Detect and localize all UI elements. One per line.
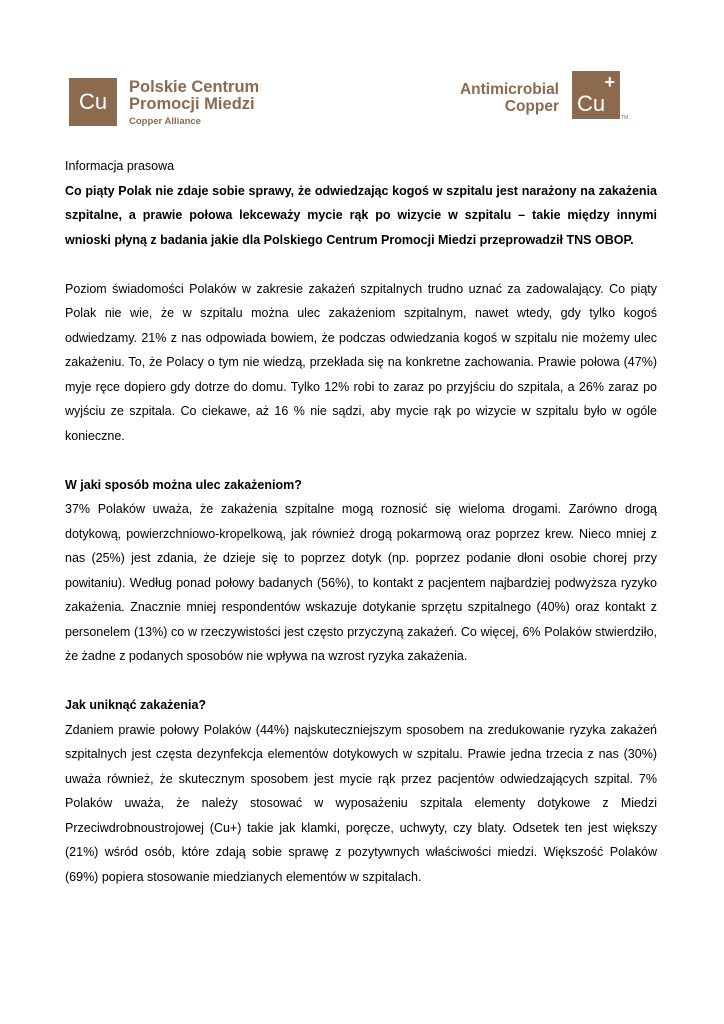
am-logo-line1: Antimicrobial [459,81,559,98]
paragraph-awareness: Poziom świadomości Polaków w zakresie zakażeń szpitalnych trudno uznać za zadowalający. Co piąty Polak nie wie, że w szpitalu można ulec zakażeniom szpitalnym, nawet wtedy, gdy tylko kogoś odwiedzamy. 21% z nas odpowiada bowiem, że podczas odwiedzania kogoś w szpitalu nie możemy ulec zakażeniu. To, że Polacy o tym nie wiedzą, przekłada się na konkretne zachowania. Prawie połowa (47%) myje ręce dopiero gdy dotrze do domu. Tylko 12% robi to zaraz po przyjściu do szpitala, a 26% zaraz po wyjściu ze szpitala. Co ciekawe, aż 16 % nie sądzi, aby mycie rąk po wizycie w szpitalu było w ogóle konieczne. [65,281,657,443]
am-logo-line2: Copper [504,98,559,115]
cu-plus-logo-mark [572,71,620,119]
spacer [65,669,657,694]
press-release-body [65,154,657,889]
cu-logo-mark: Cu [69,78,117,126]
plus-icon: + [604,72,615,92]
spacer [65,252,657,277]
document-label: Informacja prasowa [65,159,175,173]
cu-plus-symbol: Cu [577,91,606,116]
section-heading-prevention: Jak uniknąć zakażenia? [65,698,207,712]
logo-name-line1: Polskie Centrum [129,78,260,96]
lead-paragraph: Co piąty Polak nie zdaje sobie sprawy, że odwiedzając kogoś w szpitalu jest narażony na zakażenia szpitalne, a prawie połowa lekceważy mycie rąk po wizycie w szpitalu – takie między innymi wnioski płyną z badania jakie dla Polskiego Centrum Promocji Miedzi przeprowadził TNS OBOP. [65,183,657,247]
logo-subtitle: Copper Alliance [129,116,201,127]
pcpm-logo [69,78,269,130]
logo-name-line2: Promocji Miedzi [129,95,255,113]
section-heading-infection-routes: W jaki sposób można ulec zakażeniom? [65,477,302,492]
trademark-mark: TM [621,115,629,121]
paragraph-prevention: Zdaniem prawie połowy Polaków (44%) najskuteczniejszym sposobem na zredukowanie ryzyka zakażeń szpitalnych jest częsta dezynfekcja elementów dotykowych w szpitalu. Prawie jedna trzecia z nas (30%) uważa również, że skutecznym sposobem jest mycie rąk przez pacjentów odwiedzających szpital. 7% Polaków uważa, że należy stosować w wyposażeniu szpitala elementy dotykowe z Miedzi Przeciwdrobnoustrojowej (Cu+) takie jak klamki, poręcze, uchwyty, czy blaty. Odsetek ten jest większy (21%) wśród osób, które zdają sobie sprawę z pozytywnych właściwości miedzi. Większość Polaków (69%) popiera stosowanie miedzianych elementów w szpitalach. [65,722,657,884]
antimicrobial-copper-logo [459,71,629,123]
spacer [65,448,657,473]
paragraph-infection-routes: 37% Polaków uważa, że zakażenia szpitalne mogą roznosić się wieloma drogami. Zarówno drogą dotykową, powierzchniowo-kropelkową, jak również drogą pokarmową oraz poprzez krew. Nieco mniej z nas (25%) jest zdania, że dzieje się to poprzez dotyk (np. poprzez podanie dłoni osobie chorej przy powitaniu). Według ponad połowy badanych (56%), to kontakt z pacjentem najbardziej podwyższa ryzyko zakażenia. Znacznie mniej respondentów wskazuje dotykanie sprzętu szpitalnego (40%) oraz kontakt z personelem (13%) co w rzeczywistości jest często przyczyną zakażeń. Co więcej, 6% Polaków stwierdziło, że żadne z podanych sposobów nie wpływa na wzrost ryzyka zakażenia. [65,502,657,663]
